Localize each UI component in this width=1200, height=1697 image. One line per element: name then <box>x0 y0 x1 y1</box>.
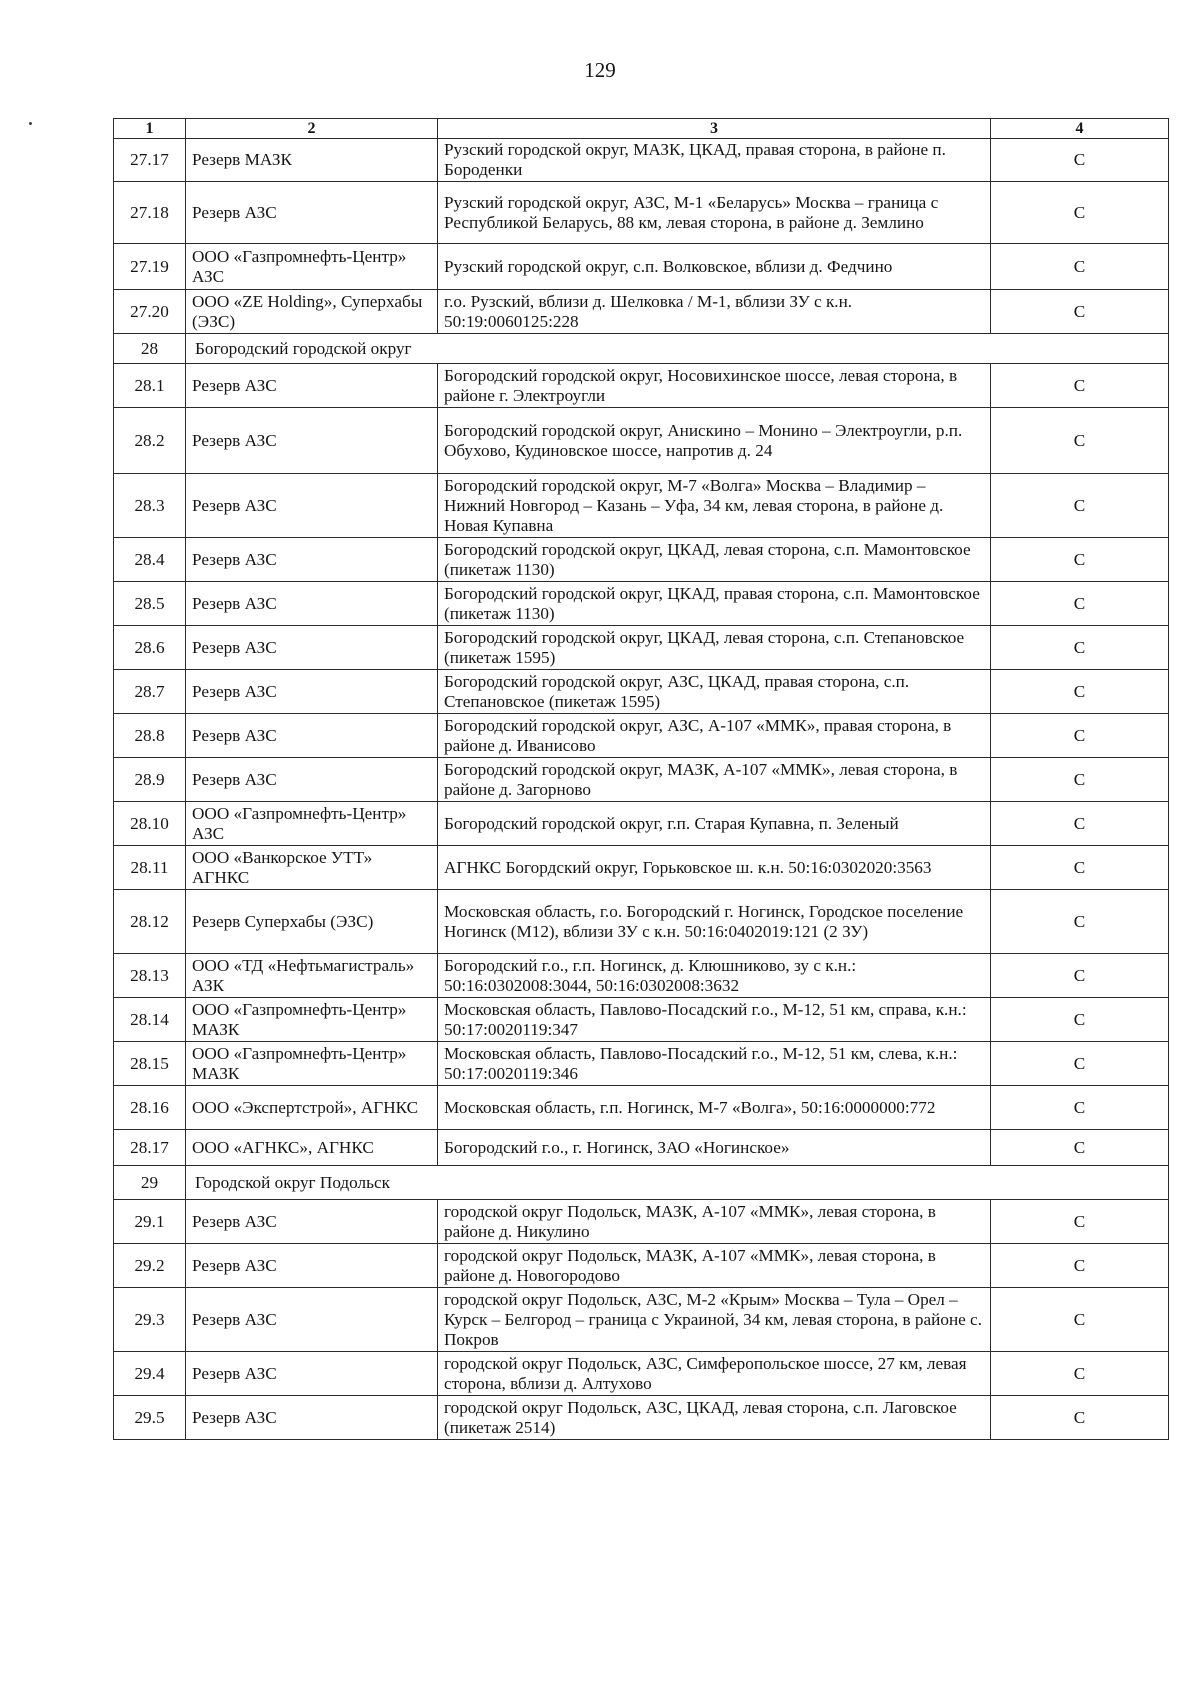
entry-category: С <box>991 1244 1169 1288</box>
entry-number: 28.2 <box>114 408 186 474</box>
entry-location: АГНКС Богордский округ, Горьковское ш. к.н. 50:16:0302020:3563 <box>438 846 991 890</box>
entry-category: С <box>991 998 1169 1042</box>
entry-location: Богородский г.о., г. Ногинск, ЗАО «Ногинское» <box>438 1130 991 1166</box>
entry-location: городской округ Подольск, МАЗК, А-107 «ММК», левая сторона, в районе д. Никулино <box>438 1200 991 1244</box>
entry-number: 28.11 <box>114 846 186 890</box>
table-row <box>114 364 1169 408</box>
entry-number: 28.7 <box>114 670 186 714</box>
entry-name: ООО «Газпромнефть-Центр» МАЗК <box>186 998 438 1042</box>
entry-name: ООО «Газпромнефть-Центр» АЗС <box>186 802 438 846</box>
entry-number: 29.4 <box>114 1352 186 1396</box>
entry-number: 28.12 <box>114 890 186 954</box>
table-row <box>114 244 1169 290</box>
table-row <box>114 1042 1169 1086</box>
section-header-row <box>114 334 1169 364</box>
entry-category: С <box>991 1288 1169 1352</box>
table-row <box>114 1288 1169 1352</box>
entry-category: С <box>991 846 1169 890</box>
entry-number: 27.18 <box>114 182 186 244</box>
entry-category: С <box>991 714 1169 758</box>
section-number: 28 <box>114 334 186 364</box>
table-row <box>114 182 1169 244</box>
table-row <box>114 1352 1169 1396</box>
entry-name: Резерв АЗС <box>186 758 438 802</box>
table-row <box>114 290 1169 334</box>
entry-location: Рузский городской округ, АЗС, М-1 «Беларусь» Москва – граница с Республикой Беларусь, 88 км, левая сторона, в районе д. Землино <box>438 182 991 244</box>
entry-number: 27.17 <box>114 139 186 182</box>
entry-location: Богородский городской округ, ЦКАД, левая сторона, с.п. Степановское (пикетаж 1595) <box>438 626 991 670</box>
entry-number: 28.5 <box>114 582 186 626</box>
entry-category: С <box>991 538 1169 582</box>
table-row <box>114 139 1169 182</box>
column-header-1: 1 <box>114 119 186 139</box>
entry-name: Резерв АЗС <box>186 1200 438 1244</box>
entry-number: 28.16 <box>114 1086 186 1130</box>
table-row <box>114 582 1169 626</box>
entry-category: С <box>991 802 1169 846</box>
entry-location: Богородский городской округ, г.п. Старая Купавна, п. Зеленый <box>438 802 991 846</box>
section-number: 29 <box>114 1166 186 1200</box>
entry-location: Богородский г.о., г.п. Ногинск, д. Клюшниково, зу с к.н.: 50:16:0302008:3044, 50:16:0302008:3632 <box>438 954 991 998</box>
table-row <box>114 1244 1169 1288</box>
entry-number: 29.2 <box>114 1244 186 1288</box>
entry-category: С <box>991 1200 1169 1244</box>
table-row <box>114 714 1169 758</box>
entry-name: Резерв АЗС <box>186 626 438 670</box>
entry-number: 28.3 <box>114 474 186 538</box>
table-row <box>114 890 1169 954</box>
table-row <box>114 670 1169 714</box>
table-row <box>114 846 1169 890</box>
entry-category: С <box>991 364 1169 408</box>
table-row <box>114 758 1169 802</box>
entry-location: Московская область, Павлово-Посадский г.о., М-12, 51 км, справа, к.н.: 50:17:0020119:347 <box>438 998 991 1042</box>
table-row <box>114 1130 1169 1166</box>
entry-location: городской округ Подольск, АЗС, Симферопольское шоссе, 27 км, левая сторона, вблизи д. Алтухово <box>438 1352 991 1396</box>
column-number-header-row <box>114 119 1169 139</box>
entry-category: С <box>991 670 1169 714</box>
entry-number: 28.9 <box>114 758 186 802</box>
entry-category: С <box>991 408 1169 474</box>
page-number: 129 <box>584 58 616 82</box>
entry-category: С <box>991 1130 1169 1166</box>
scan-artifact-dot <box>29 122 32 125</box>
table-row <box>114 1200 1169 1244</box>
column-header-4: 4 <box>991 119 1169 139</box>
entry-number: 29.1 <box>114 1200 186 1244</box>
entry-number: 28.4 <box>114 538 186 582</box>
column-header-2: 2 <box>186 119 438 139</box>
entry-category: С <box>991 582 1169 626</box>
gas-station-registry-table <box>113 118 1169 1440</box>
table-row <box>114 474 1169 538</box>
entry-location: Богородский городской округ, Анискино – Монино – Электроугли, р.п. Обухово, Кудиновское шоссе, напротив д. 24 <box>438 408 991 474</box>
entry-location: Рузский городской округ, МАЗК, ЦКАД, правая сторона, в районе п. Бороденки <box>438 139 991 182</box>
entry-category: С <box>991 954 1169 998</box>
section-title: Городской округ Подольск <box>186 1166 1169 1200</box>
entry-name: Резерв АЗС <box>186 1352 438 1396</box>
table-row <box>114 1396 1169 1440</box>
entry-location: Московская область, Павлово-Посадский г.о., М-12, 51 км, слева, к.н.: 50:17:0020119:346 <box>438 1042 991 1086</box>
entry-location: Богородский городской округ, АЗС, ЦКАД, правая сторона, с.п. Степановское (пикетаж 1595) <box>438 670 991 714</box>
entry-category: С <box>991 1352 1169 1396</box>
entry-number: 27.19 <box>114 244 186 290</box>
entry-location: г.о. Рузский, вблизи д. Шелковка / М-1, вблизи ЗУ с к.н. 50:19:0060125:228 <box>438 290 991 334</box>
entry-number: 28.8 <box>114 714 186 758</box>
entry-name: ООО «Экспертстрой», АГНКС <box>186 1086 438 1130</box>
entry-location: Богородский городской округ, АЗС, А-107 «ММК», правая сторона, в районе д. Иванисово <box>438 714 991 758</box>
entry-location: Московская область, г.о. Богородский г. Ногинск, Городское поселение Ногинск (М12), вблизи ЗУ с к.н. 50:16:0402019:121 (2 ЗУ) <box>438 890 991 954</box>
entry-number: 28.10 <box>114 802 186 846</box>
entry-location: городской округ Подольск, АЗС, ЦКАД, левая сторона, с.п. Лаговское (пикетаж 2514) <box>438 1396 991 1440</box>
entry-number: 28.6 <box>114 626 186 670</box>
entry-category: С <box>991 244 1169 290</box>
entry-name: Резерв АЗС <box>186 182 438 244</box>
section-header-row <box>114 1166 1169 1200</box>
entry-name: Резерв АЗС <box>186 670 438 714</box>
entry-name: Резерв Суперхабы (ЭЗС) <box>186 890 438 954</box>
entry-category: С <box>991 1086 1169 1130</box>
entry-location: Богородский городской округ, МАЗК, А-107 «ММК», левая сторона, в районе д. Загорново <box>438 758 991 802</box>
entry-name: Резерв АЗС <box>186 1396 438 1440</box>
entry-location: Богородский городской округ, М-7 «Волга» Москва – Владимир – Нижний Новгород – Казань – Уфа, 34 км, левая сторона, в районе д. Новая Купавна <box>438 474 991 538</box>
table-row <box>114 626 1169 670</box>
table-row <box>114 1086 1169 1130</box>
entry-name: ООО «Газпромнефть-Центр» АЗС <box>186 244 438 290</box>
registry-table-body <box>114 139 1169 1440</box>
entry-category: С <box>991 182 1169 244</box>
entry-category: С <box>991 890 1169 954</box>
entry-name: ООО «Ванкорское УТТ» АГНКС <box>186 846 438 890</box>
entry-category: С <box>991 290 1169 334</box>
table-row <box>114 538 1169 582</box>
column-header-3: 3 <box>438 119 991 139</box>
table-row <box>114 408 1169 474</box>
entry-number: 28.14 <box>114 998 186 1042</box>
entry-category: С <box>991 474 1169 538</box>
entry-location: Рузский городской округ, с.п. Волковское, вблизи д. Федчино <box>438 244 991 290</box>
entry-category: С <box>991 626 1169 670</box>
entry-name: Резерв АЗС <box>186 408 438 474</box>
entry-name: Резерв АЗС <box>186 582 438 626</box>
entry-name: Резерв АЗС <box>186 1288 438 1352</box>
entry-name: ООО «ТД «Нефтьмагистраль» АЗК <box>186 954 438 998</box>
entry-number: 28.17 <box>114 1130 186 1166</box>
entry-name: Резерв АЗС <box>186 474 438 538</box>
section-title: Богородский городской округ <box>186 334 1169 364</box>
entry-location: Богородский городской округ, Носовихинское шоссе, левая сторона, в районе г. Электроугли <box>438 364 991 408</box>
entry-location: Богородский городской округ, ЦКАД, левая сторона, с.п. Мамонтовское (пикетаж 1130) <box>438 538 991 582</box>
entry-name: ООО «АГНКС», АГНКС <box>186 1130 438 1166</box>
entry-number: 28.15 <box>114 1042 186 1086</box>
entry-name: Резерв АЗС <box>186 714 438 758</box>
entry-name: ООО «Газпромнефть-Центр» МАЗК <box>186 1042 438 1086</box>
entry-name: Резерв АЗС <box>186 1244 438 1288</box>
entry-name: Резерв МАЗК <box>186 139 438 182</box>
entry-category: С <box>991 758 1169 802</box>
entry-location: Московская область, г.п. Ногинск, М-7 «Волга», 50:16:0000000:772 <box>438 1086 991 1130</box>
entry-number: 29.5 <box>114 1396 186 1440</box>
entry-category: С <box>991 139 1169 182</box>
entry-number: 28.13 <box>114 954 186 998</box>
entry-location: городской округ Подольск, АЗС, М-2 «Крым» Москва – Тула – Орел – Курск – Белгород – граница с Украиной, 34 км, левая сторона, в районе с. Покров <box>438 1288 991 1352</box>
entry-name: Резерв АЗС <box>186 364 438 408</box>
entry-number: 28.1 <box>114 364 186 408</box>
entry-location: Богородский городской округ, ЦКАД, правая сторона, с.п. Мамонтовское (пикетаж 1130) <box>438 582 991 626</box>
entry-category: С <box>991 1042 1169 1086</box>
table-row <box>114 802 1169 846</box>
table-row <box>114 998 1169 1042</box>
entry-name: ООО «ZE Holding», Суперхабы (ЭЗС) <box>186 290 438 334</box>
entry-number: 27.20 <box>114 290 186 334</box>
entry-name: Резерв АЗС <box>186 538 438 582</box>
entry-location: городской округ Подольск, МАЗК, А-107 «ММК», левая сторона, в районе д. Новогородово <box>438 1244 991 1288</box>
entry-number: 29.3 <box>114 1288 186 1352</box>
table-row <box>114 954 1169 998</box>
entry-category: С <box>991 1396 1169 1440</box>
